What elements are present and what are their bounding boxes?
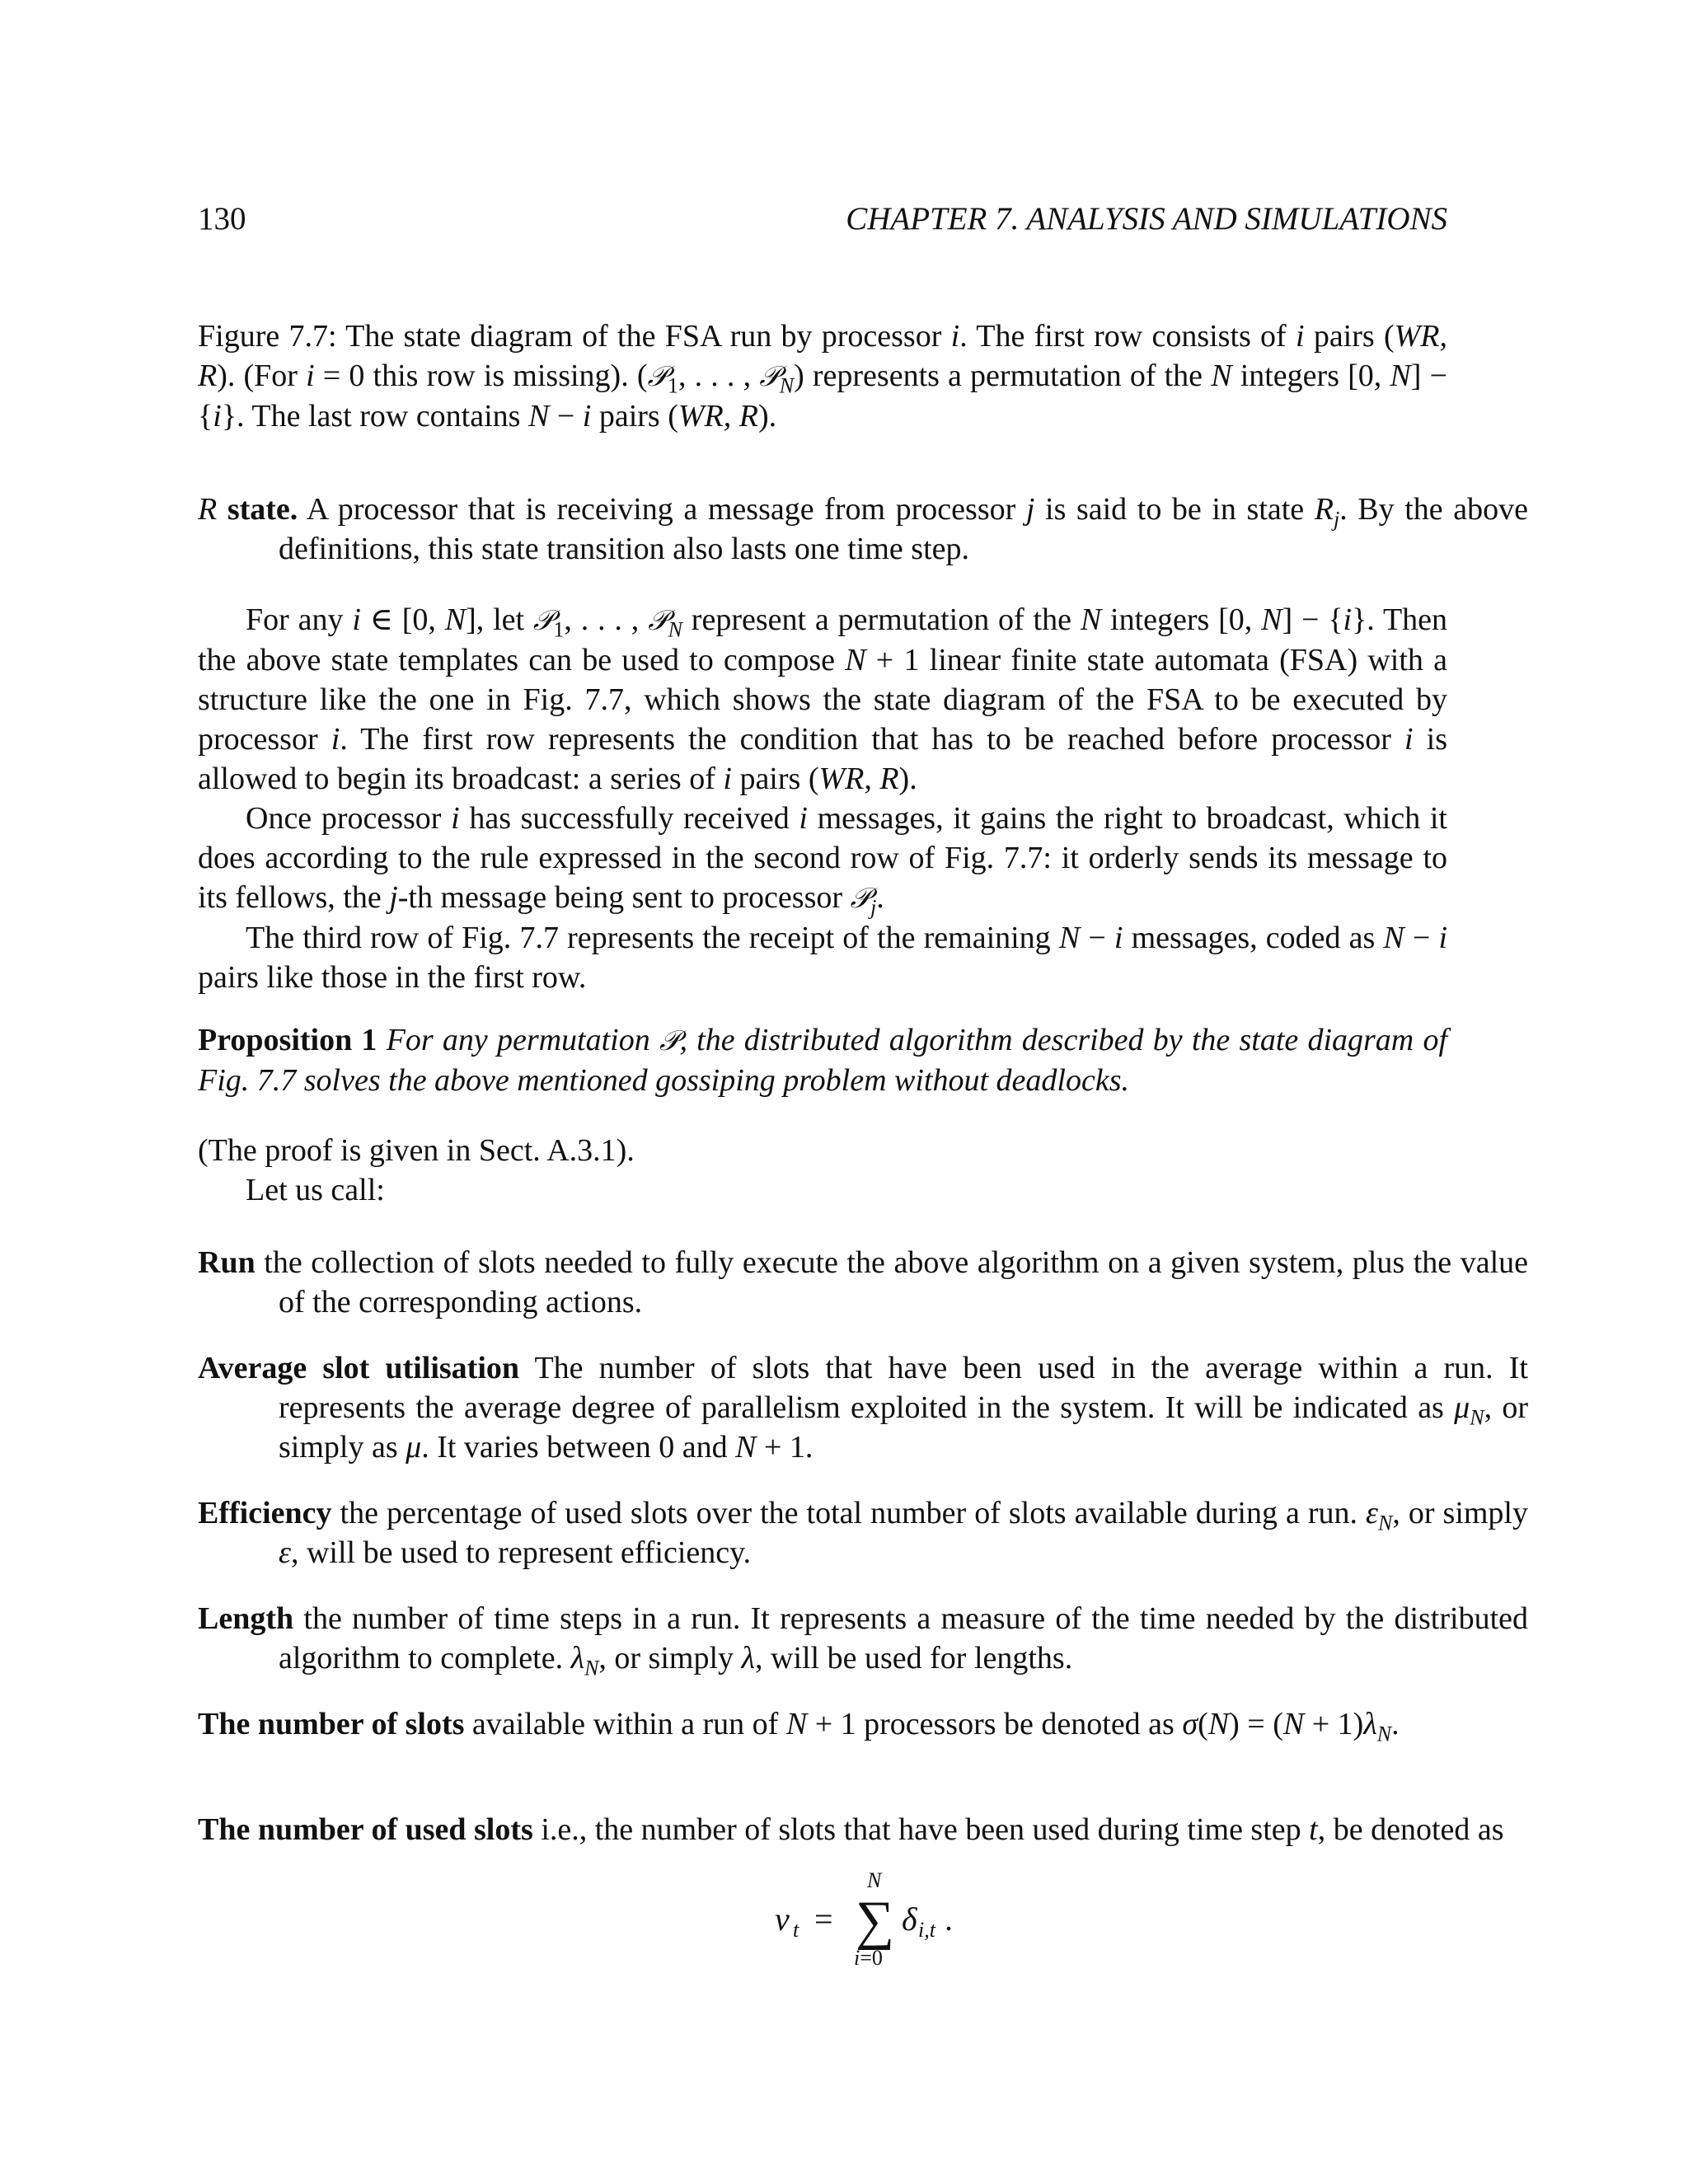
definition-number-of-used-slots: The number of used slots i.e., the number of slots that have been used during time step t, be denoted as [198, 1812, 1504, 1847]
paragraph: Once processor i has successfully received i messages, it gains the right to broadcast, which it does according to the rule expressed in the second row of Fig. 7.7: it orderly sends its message to its fellows, the j-th message being sent to processor 𝒫$_j$. [198, 801, 1447, 920]
proposition-label: Proposition 1 [198, 1023, 377, 1057]
r-state-definition: R state. A processor that is receiving a message from processor j is said to be in state $R_j$. By the above definitions, this state transition also lasts one time step. [198, 492, 1528, 566]
body-paragraphs [198, 600, 1447, 997]
definition-average-slot-utilisation: Average slot utilisation The number of slots that have been used in the average within a run. It represents the average degree of parallelism exploited in the system. It will be indicated as $\mu_N$, or simply as μ. It varies between 0 and N + 1. [198, 1351, 1529, 1465]
figure-caption: Figure 7.7: The state diagram of the FSA run by processor i. The first row consists of i pairs (WR, R). (For i = 0 this row is missing). (𝒫$_1$, . . . , 𝒫$_N$) represents a permutation of the N integers [0, N] − {i}. The last row contains N − i pairs (WR, R). [198, 319, 1448, 434]
page-number: 130 [198, 201, 246, 237]
definition-run: Run the collection of slots needed to fully execute the above algorithm on a given system, plus the value of the corresponding actions. [198, 1245, 1528, 1319]
proposition: Proposition 1 For any permutation 𝒫, the distributed algorithm described by the state diagram of Fig. 7.7 solves the above mentioned gossiping problem without deadlocks. [198, 1023, 1448, 1098]
paragraph: The third row of Fig. 7.7 represents the receipt of the remaining N − i messages, coded as N − i pairs like those in the first row. [198, 921, 1448, 995]
running-header: CHAPTER 7. ANALYSIS AND SIMULATIONS [846, 201, 1447, 237]
definition-efficiency: Efficiency the percentage of used slots over the total number of slots available during a run. $\varepsilon_N$, or simply ε, will be used to represent efficiency. [198, 1496, 1528, 1570]
definition-length: Length the number of time steps in a run. It represents a measure of the time needed by the distributed algorithm to complete. $\lambda_N$, or simply λ, will be used for lengths. [198, 1601, 1529, 1680]
svg-text:t: t [793, 1918, 799, 1942]
proof-note: (The proof is given in Sect. A.3.1). Let us call: [198, 1133, 635, 1207]
paragraph: For any i ∈ [0, N], let 𝒫$_1$, . . . , 𝒫$_N$ represent a permutation of the N integers [0, N] − {i}. Then the above state templates can be used to compose N + 1 linear finite state automata (FSA) with a structure like the one in Fig. 7.7, which shows the state diagram of the FSA to be executed by processor i. The first row represents the condition that has to be reached before processor i is allowed to begin its broadcast: a series of i pairs (WR, R). [198, 602, 1448, 796]
r-state-term: state. [227, 492, 298, 527]
definition-number-of-slots: The number of slots available within a run of N + 1 processors be denoted as $\sigma(N) = (N + 1)\lambda_N$. [198, 1707, 1400, 1746]
summation-equation [0, 1869, 1688, 1968]
svg-text:N: N [867, 1869, 882, 1892]
svg-text:i=0: i=0 [854, 1946, 883, 1968]
svg-text:.: . [945, 1900, 953, 1938]
svg-text:=: = [814, 1900, 833, 1938]
svg-text:δ: δ [902, 1900, 917, 1938]
svg-text:i,t: i,t [918, 1918, 935, 1942]
svg-text:∑: ∑ [856, 1891, 895, 1951]
svg-text:ν: ν [775, 1900, 790, 1938]
caption-label: Figure 7.7: [198, 319, 337, 354]
